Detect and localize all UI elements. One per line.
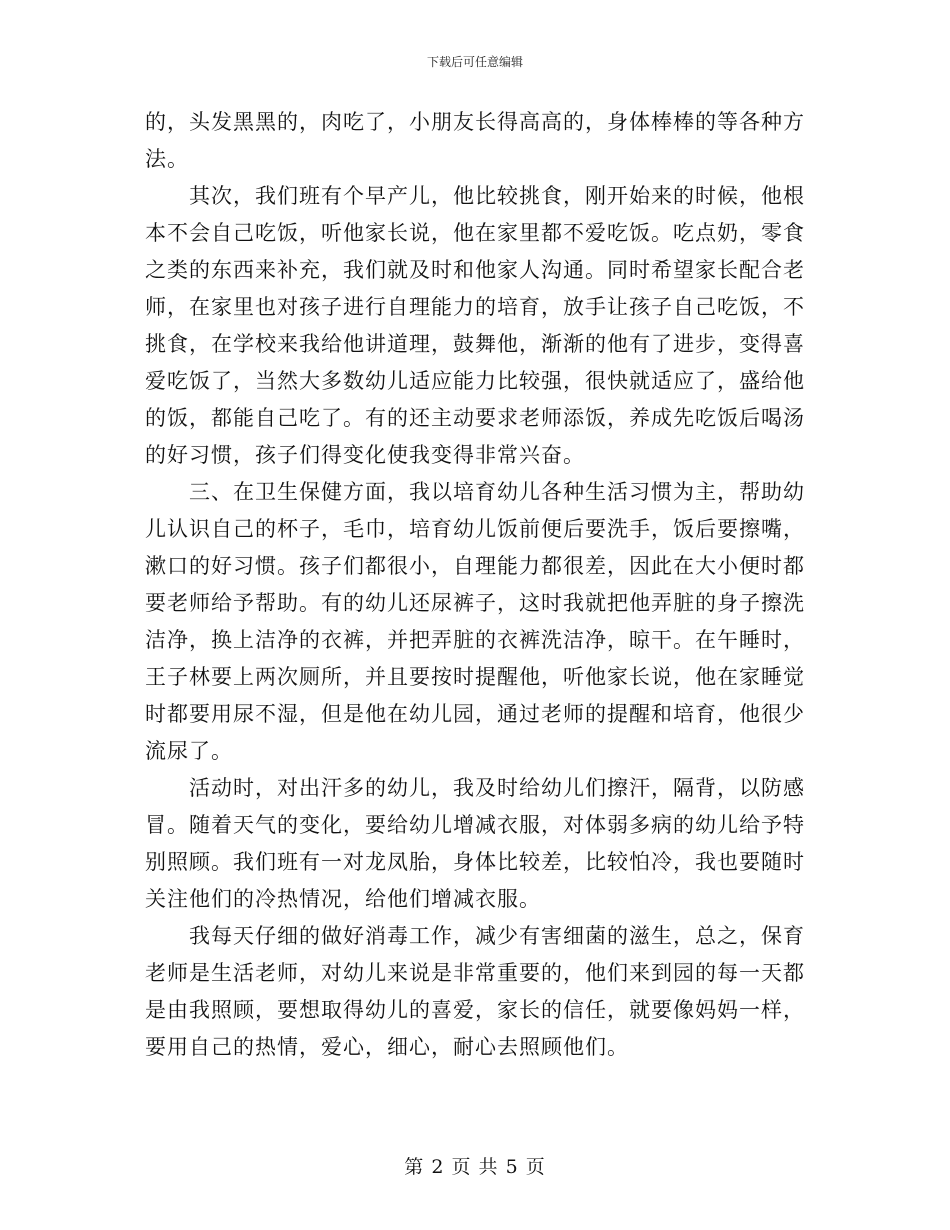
footer-mid: 页 共 [451,1156,499,1178]
paragraph-1: 的，头发黑黑的，肉吃了，小朋友长得高高的，身体棒棒的等各种方法。 [145,110,805,171]
paragraph-5: 我每天仔细的做好消毒工作，减少有害细菌的滋生，总之，保育老师是生活老师，对幼儿来说是非常重要的，他们来到园的每一天都是由我照顾，要想取得幼儿的喜爱，家长的信任，就要像妈妈一样，要用自己的热情，爱心，细心，耐心去照顾他们。 [145,924,805,1059]
page-footer [0,1152,950,1179]
footer-suffix: 页 [525,1156,546,1178]
paragraph-3: 三、在卫生保健方面，我以培育幼儿各种生活习惯为主，帮助幼儿认识自己的杯子，毛巾，培育幼儿饭前便后要洗手，饭后要擦嘴，漱口的好习惯。孩子们都很小，自理能力都很差，因此在大小便时都要老师给予帮助。有的幼儿还尿裤子，这时我就把他弄脏的身子擦洗洁净，换上洁净的衣裤，并把弄脏的衣裤洗洁净，晾干。在午睡时，王子林要上两次厕所，并且要按时提醒他，听他家长说，他在家睡觉时都要用尿不湿，但是他在幼儿园，通过老师的提醒和培育，他很少流尿了。 [145,480,805,763]
paragraph-4: 活动时，对出汗多的幼儿，我及时给幼儿们擦汗，隔背，以防感冒。随着天气的变化，要给幼儿增减衣服，对体弱多病的幼儿给予特别照顾。我们班有一对龙凤胎，身体比较差，比较怕冷，我也要随时关注他们的冷热情况，给他们增减衣服。 [145,776,805,911]
document-body [145,104,805,1066]
paragraph-2: 其次，我们班有个早产儿，他比较挑食，刚开始来的时候，他根本不会自己吃饭，听他家长说，他在家里都不爱吃饭。吃点奶，零食之类的东西来补充，我们就及时和他家人沟通。同时希望家长配合老师，在家里也对孩子进行自理能力的培育，放手让孩子自己吃饭，不挑食，在学校来我给他讲道理，鼓舞他，渐渐的他有了进步，变得喜爱吃饭了，当然大多数幼儿适应能力比较强，很快就适应了，盛给他的饭，都能自己吃了。有的还主动要求老师添饭，养成先吃饭后喝汤的好习惯，孩子们得变化使我变得非常兴奋。 [145,184,805,467]
footer-prefix: 第 [404,1156,425,1178]
page-header: 下载后可任意编辑 [426,55,523,69]
total-pages-number: 5 [505,1156,519,1178]
current-page-number: 2 [431,1156,445,1178]
